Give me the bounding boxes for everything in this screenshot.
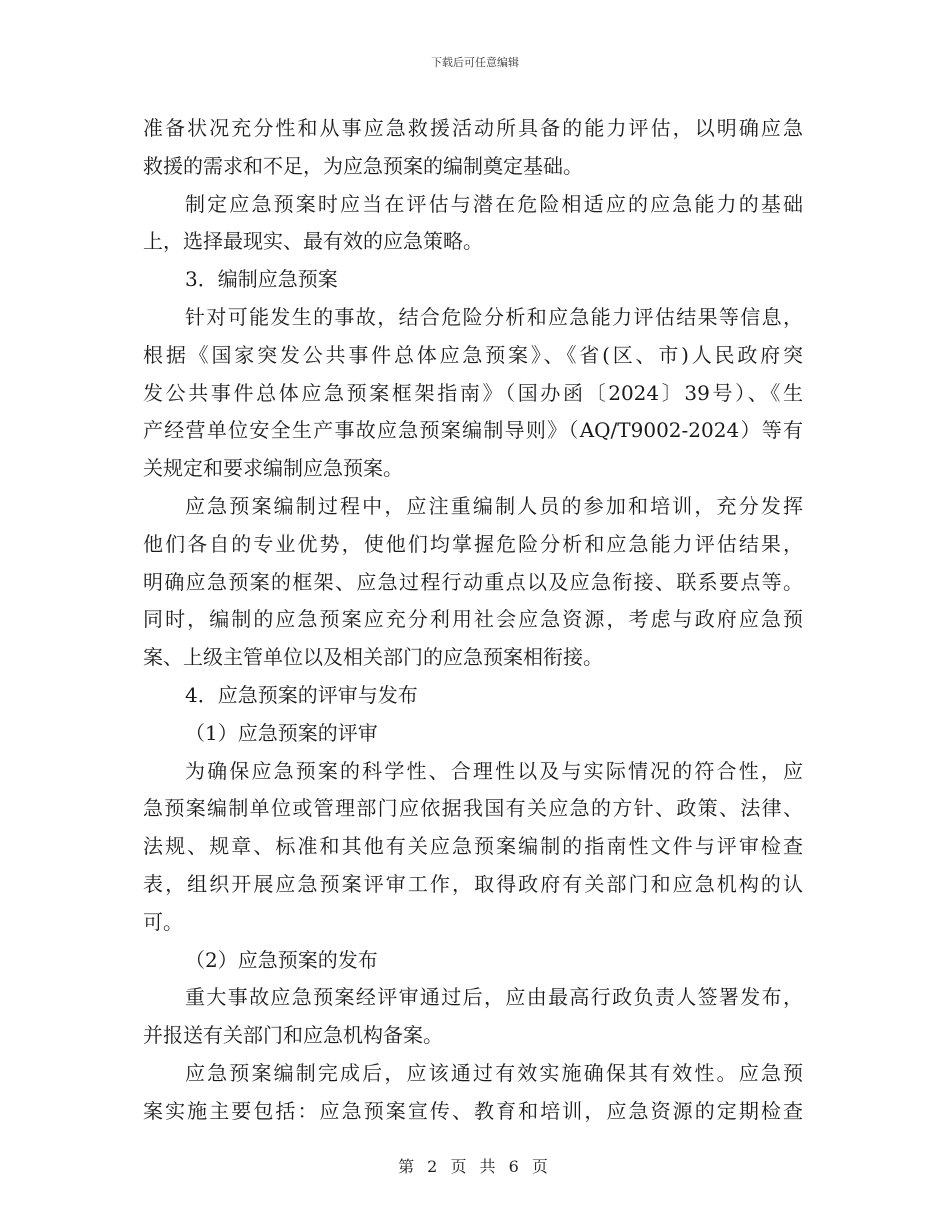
text-line: 上，选择最现实、最有效的应急策略。 bbox=[143, 229, 483, 254]
text-line: 案、上级主管单位以及相关部门的应急预案相衔接。 bbox=[143, 645, 603, 670]
text-line: 可。 bbox=[143, 909, 183, 934]
text-line: 急预案编制单位或管理部门应依据我国有关应急的方针、政策、法律、 bbox=[143, 796, 803, 821]
text-line: 4．应急预案的评审与发布 bbox=[185, 682, 418, 707]
text-line: （1）应急预案的评审 bbox=[185, 720, 378, 745]
text-line: 针对可能发生的事故，结合危险分析和应急能力评估结果等信息， bbox=[185, 304, 803, 329]
text-line: 为确保应急预案的科学性、合理性以及与实际情况的符合性，应 bbox=[185, 758, 803, 783]
text-line: 明确应急预案的框架、应急过程行动重点以及应急衔接、联系要点等。 bbox=[143, 569, 803, 594]
text-line: 制定应急预案时应当在评估与潜在危险相适应的应急能力的基础 bbox=[185, 191, 803, 216]
text-line: 法规、规章、标准和其他有关应急预案编制的指南性文件与评审检查 bbox=[143, 834, 803, 859]
text-line: 3．编制应急预案 bbox=[185, 267, 338, 292]
text-line: 案实施主要包括：应急预案宣传、教育和培训，应急资源的定期检查 bbox=[143, 1098, 803, 1123]
text-line: 并报送有关部门和应急机构备案。 bbox=[143, 1023, 443, 1048]
page-footer: 第 2 页 共 6 页 bbox=[398, 1157, 552, 1176]
text-line: 表，组织开展应急预案评审工作，取得政府有关部门和应急机构的认 bbox=[143, 871, 803, 896]
text-line: 他们各自的专业优势，使他们均掌握危险分析和应急能力评估结果， bbox=[143, 531, 803, 556]
text-line: 根据《国家突发公共事件总体应急预案》、《省(区、市)人民政府突 bbox=[143, 342, 803, 367]
text-line: 应急预案编制过程中，应注重编制人员的参加和培训，充分发挥 bbox=[185, 493, 803, 518]
text-line: （2）应急预案的发布 bbox=[185, 947, 378, 972]
document-body bbox=[143, 110, 803, 1131]
text-line: 应急预案编制完成后，应该通过有效实施确保其有效性。应急预 bbox=[185, 1060, 803, 1085]
text-line: 准备状况充分性和从事应急救援活动所具备的能力评估，以明确应急 bbox=[143, 116, 803, 140]
text-line: 关规定和要求编制应急预案。 bbox=[143, 456, 403, 481]
text-line: 救援的需求和不足，为应急预案的编制奠定基础。 bbox=[143, 153, 583, 178]
text-line: 重大事故应急预案经评审通过后，应由最高行政负责人签署发布， bbox=[185, 985, 803, 1010]
text-line: 同时，编制的应急预案应充分利用社会应急资源，考虑与政府应急预 bbox=[143, 607, 803, 632]
text-line: 产经营单位安全生产事故应急预案编制导则》（AQ/T9002-2024）等有 bbox=[143, 418, 803, 443]
text-line: 发公共事件总体应急预案框架指南》（国办函〔2024〕39号）、《生 bbox=[143, 380, 803, 405]
page-header: 下载后可任意编辑 bbox=[431, 56, 519, 69]
